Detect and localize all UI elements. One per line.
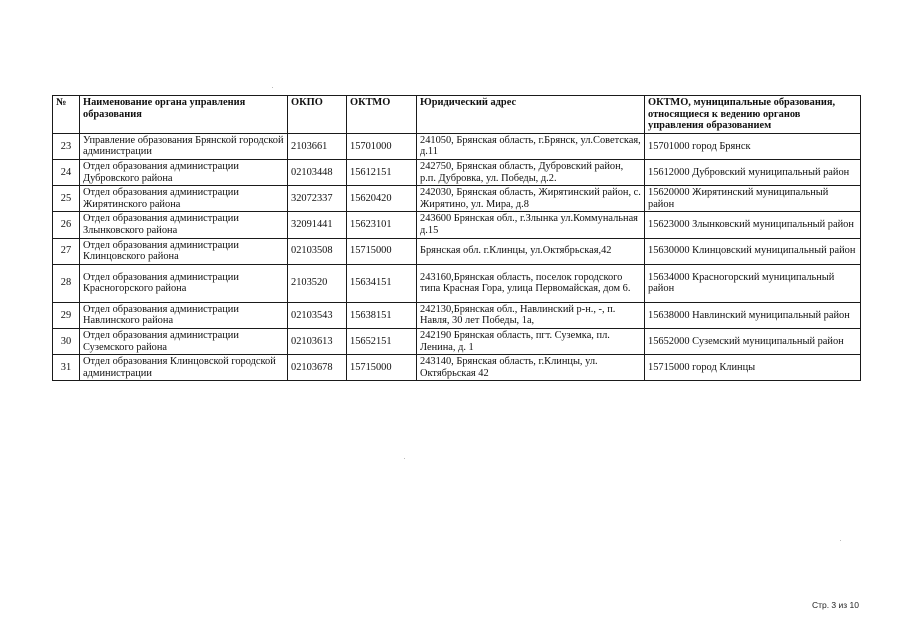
- okpo-code: 2103520: [288, 264, 347, 302]
- oktmo-code: 15634151: [347, 264, 417, 302]
- table-row: [53, 159, 861, 185]
- row-number: 29: [53, 302, 80, 328]
- header-legal-address: Юридический адрес: [417, 96, 645, 134]
- legal-address: 241050, Брянская область, г.Брянск, ул.Советская, д.11: [417, 133, 645, 159]
- municipal-unit: 15630000 Клинцовский муниципальный район: [645, 238, 861, 264]
- page-number: Стр. 3 из 10: [811, 600, 859, 610]
- municipal-unit: 15715000 город Клинцы: [645, 355, 861, 381]
- legal-address: 242750, Брянская область, Дубровский район, р.п. Дубровка, ул. Победы, д.2.: [417, 159, 645, 185]
- table-row: [53, 212, 861, 238]
- row-number: 31: [53, 355, 80, 381]
- legal-address: 242030, Брянская область, Жирятинский район, с. Жирятино, ул. Мира, д.8: [417, 186, 645, 212]
- scan-speck: [404, 458, 405, 459]
- legal-address: 243600 Брянская обл., г.Злынка ул.Коммунальная д.15: [417, 212, 645, 238]
- municipal-unit: 15634000 Красногорский муниципальный район: [645, 264, 861, 302]
- municipal-unit: 15623000 Злынковский муниципальный район: [645, 212, 861, 238]
- table-row: [53, 264, 861, 302]
- municipal-unit: 15620000 Жирятинский муниципальный район: [645, 186, 861, 212]
- okpo-code: 32091441: [288, 212, 347, 238]
- municipal-unit: 15612000 Дубровский муниципальный район: [645, 159, 861, 185]
- okpo-code: 02103448: [288, 159, 347, 185]
- row-number: 25: [53, 186, 80, 212]
- table-row: [53, 133, 861, 159]
- table-row: [53, 302, 861, 328]
- okpo-code: 02103543: [288, 302, 347, 328]
- okpo-code: 2103661: [288, 133, 347, 159]
- row-number: 24: [53, 159, 80, 185]
- municipal-unit: 15652000 Суземский муниципальный район: [645, 328, 861, 354]
- oktmo-code: 15623101: [347, 212, 417, 238]
- okpo-code: 02103678: [288, 355, 347, 381]
- row-number: 26: [53, 212, 80, 238]
- header-oktmo: ОКТМО: [347, 96, 417, 134]
- authority-name: Отдел образования администрации Клинцовского района: [80, 238, 288, 264]
- oktmo-code: 15652151: [347, 328, 417, 354]
- table-row: [53, 328, 861, 354]
- table-row: [53, 186, 861, 212]
- legal-address: 243140, Брянская область, г.Клинцы, ул. Октябрьская 42: [417, 355, 645, 381]
- oktmo-code: 15620420: [347, 186, 417, 212]
- table-header-row: [53, 96, 861, 134]
- okpo-code: 32072337: [288, 186, 347, 212]
- education-authorities-table: [52, 95, 861, 381]
- table-row: [53, 238, 861, 264]
- row-number: 30: [53, 328, 80, 354]
- municipal-unit: 15701000 город Брянск: [645, 133, 861, 159]
- oktmo-code: 15701000: [347, 133, 417, 159]
- municipal-unit: 15638000 Навлинский муниципальный район: [645, 302, 861, 328]
- authority-name: Отдел образования администрации Красногорского района: [80, 264, 288, 302]
- okpo-code: 02103613: [288, 328, 347, 354]
- header-okpo: ОКПО: [288, 96, 347, 134]
- authority-name: Отдел образования администрации Дубровского района: [80, 159, 288, 185]
- authority-name: Отдел образования администрации Суземского района: [80, 328, 288, 354]
- oktmo-code: 15715000: [347, 238, 417, 264]
- authority-name: Отдел образования администрации Навлинского района: [80, 302, 288, 328]
- oktmo-code: 15715000: [347, 355, 417, 381]
- row-number: 27: [53, 238, 80, 264]
- legal-address: 242130,Брянская обл., Навлинский р-н., -, п. Навля, 30 лет Победы, 1а,: [417, 302, 645, 328]
- authority-name: Управление образования Брянской городской администрации: [80, 133, 288, 159]
- header-number: №: [53, 96, 80, 134]
- table-row: [53, 355, 861, 381]
- authority-name: Отдел образования Клинцовской городской администрации: [80, 355, 288, 381]
- okpo-code: 02103508: [288, 238, 347, 264]
- legal-address: 242190 Брянская область, пгт. Суземка, пл. Ленина, д. 1: [417, 328, 645, 354]
- row-number: 28: [53, 264, 80, 302]
- row-number: 23: [53, 133, 80, 159]
- legal-address: 243160,Брянская область, поселок городского типа Красная Гора, улица Первомайская, дом 6.: [417, 264, 645, 302]
- header-authority-name: Наименование органа управления образования: [80, 96, 288, 134]
- scan-speck: [272, 87, 273, 88]
- authority-name: Отдел образования администрации Злынковского района: [80, 212, 288, 238]
- legal-address: Брянская обл. г.Клинцы, ул.Октябрьская,42: [417, 238, 645, 264]
- scan-speck: [840, 540, 841, 541]
- oktmo-code: 15612151: [347, 159, 417, 185]
- authority-name: Отдел образования администрации Жирятинского района: [80, 186, 288, 212]
- header-municipal-units: ОКТМО, муниципальные образования, относящиеся к ведению органов управления образованием: [645, 96, 861, 134]
- oktmo-code: 15638151: [347, 302, 417, 328]
